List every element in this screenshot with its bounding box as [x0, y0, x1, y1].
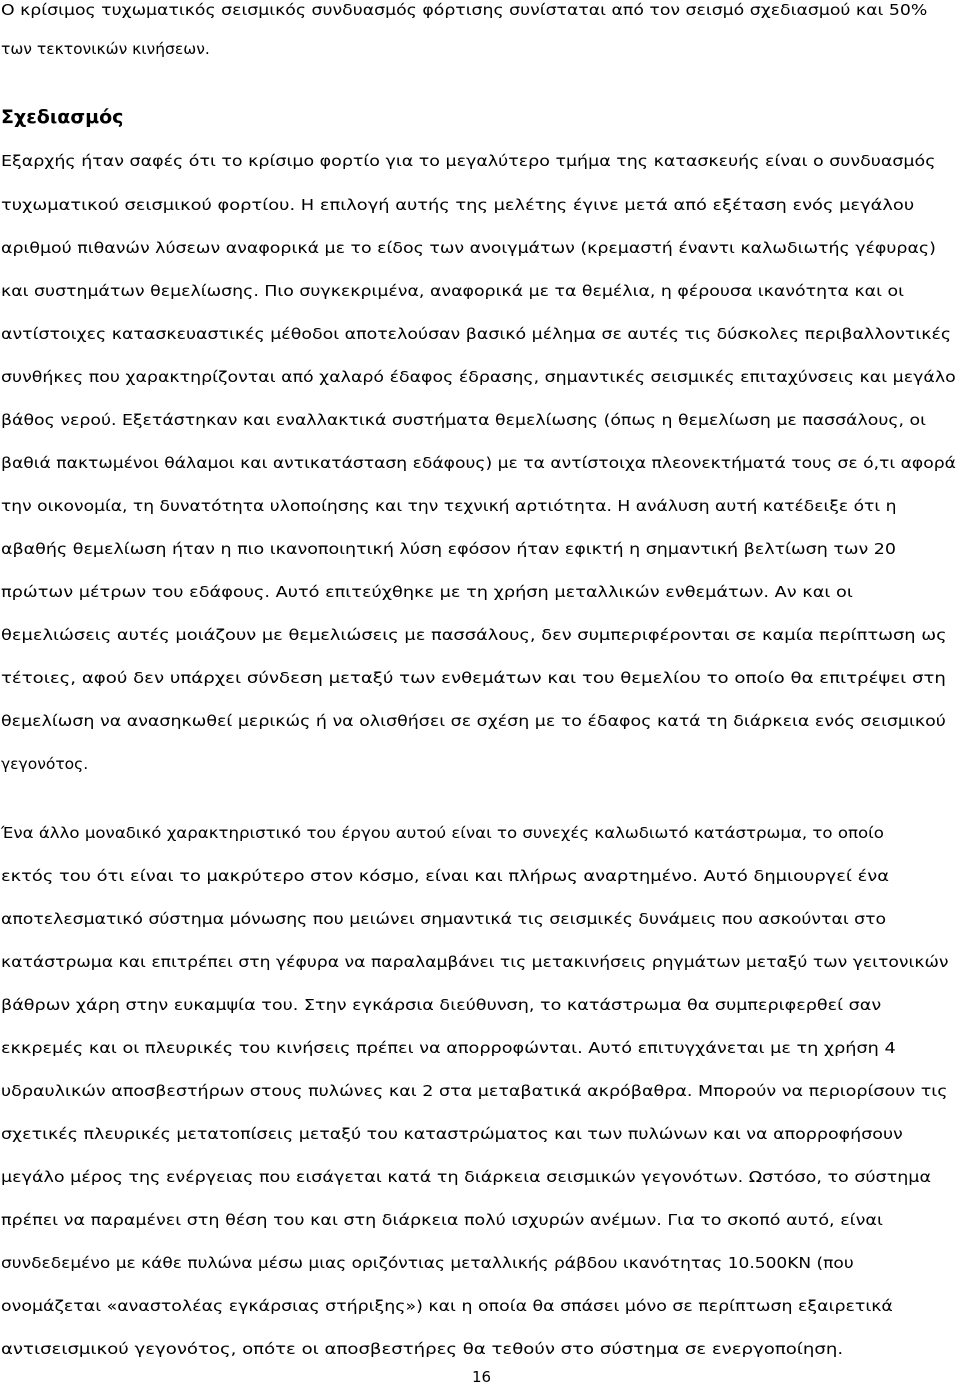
text-line: θεμελιώσεις αυτές μοιάζουν με θεμελιώσεις με πασσάλους, δεν συμπεριφέρονται σε καμία περίπτωση ως: [1, 626, 947, 644]
text-line: αντίστοιχες κατασκευαστικές μέθοδοι αποτελούσαν βασικό μέλημα σε αυτές τις δύσκολες περιβαλλοντικές: [1, 325, 952, 343]
text-line: αντισεισμικού γεγονότος, οπότε οι αποσβεστήρες θα τεθούν στο σύστημα σε ενεργοποίηση.: [1, 1340, 844, 1358]
text-line: Ένα άλλο μοναδικό χαρακτηριστικό του έργου αυτού είναι το συνεχές καλωδιωτό κατάστρωμα, το οποίο: [1, 824, 884, 842]
text-line: πρέπει να παραμένει στη θέση του και στη διάρκεια πολύ ισχυρών ανέμων. Για το σκοπό αυτό, είναι: [1, 1211, 883, 1229]
text-line: θεμελίωση να ανασηκωθεί μερικώς ή να ολισθήσει σε σχέση με το έδαφος κατά τη διάρκεια ενός σεισμικού: [1, 712, 946, 730]
text-line: των τεκτονικών κινήσεων.: [1, 40, 210, 58]
text-line: πρώτων μέτρων του εδάφους. Αυτό επιτεύχθηκε με τη χρήση μεταλλικών ενθεμάτων. Αν και οι: [1, 583, 853, 601]
page-number: 16: [472, 1368, 492, 1386]
text-line: συνδεδεμένο με κάθε πυλώνα μέσω μιας οριζόντιας μεταλλικής ράβδου ικανότητας 10.500KN (που: [1, 1254, 854, 1272]
text-line: και συστημάτων θεμελίωσης. Πιο συγκεκριμένα, αναφορικά με τα θεμέλια, η φέρουσα ικανότητα και οι: [1, 282, 904, 300]
section-heading: Σχεδιασμός: [1, 106, 124, 128]
text-line: Ο κρίσιμος τυχωματικός σεισμικός συνδυασμός φόρτισης συνίσταται από τον σεισμό σχεδιασμού και 50%: [1, 1, 928, 19]
text-line: υδραυλικών αποσβεστήρων στους πυλώνες και 2 στα μεταβατικά ακρόβαθρα. Μπορούν να περιορίσουν τις: [1, 1082, 948, 1100]
text-line: βαθιά πακτωμένοι θάλαμοι και αντικατάσταση εδάφους) με τα αντίστοιχα πλεονεκτήματά τους σε ό,τι αφορά: [1, 454, 956, 472]
text-line: εκτός του ότι είναι το μακρύτερο στον κόσμο, είναι και πλήρως αναρτημένο. Αυτό δημιουργεί ένα: [1, 867, 889, 885]
text-line: βάθρων χάρη στην ευκαμψία του. Στην εγκάρσια διεύθυνση, το κατάστρωμα θα συμπεριφερθεί σαν: [1, 996, 882, 1014]
text-line: εκκρεμές και οι πλευρικές του κινήσεις πρέπει να απορροφώνται. Αυτό επιτυγχάνεται με τη χρήση 4: [1, 1039, 896, 1057]
text-line: γεγονότος.: [1, 755, 89, 773]
text-line: Εξαρχής ήταν σαφές ότι το κρίσιμο φορτίο για το μεγαλύτερο τμήμα της κατασκευής είναι ο συνδυασμός: [1, 152, 936, 170]
text-line: τέτοιες, αφού δεν υπάρχει σύνδεση μεταξύ των ενθεμάτων και του θεμελίου το οποίο θα επιτρέψει στη: [1, 669, 946, 687]
text-line: μεγάλο μέρος της ενέργειας που εισάγεται κατά τη διάρκεια σεισμικών γεγονότων. Ωστόσο, το σύστημα: [1, 1168, 931, 1186]
text-line: κατάστρωμα και επιτρέπει στη γέφυρα να παραλαμβάνει τις μετακινήσεις ρηγμάτων μεταξύ των γειτονικών: [1, 953, 949, 971]
text-line: την οικονομία, τη δυνατότητα υλοποίησης και την τεχνική αρτιότητα. Η ανάλυση αυτή κατέδειξε ότι η: [1, 497, 897, 515]
text-line: αποτελεσματικό σύστημα μόνωσης που μειώνει σημαντικά τις σεισμικές δυνάμεις που ασκούνται στο: [1, 910, 887, 928]
text-line: αριθμού πιθανών λύσεων αναφορικά με το είδος των ανοιγμάτων (κρεμαστή έναντι καλωδιωτής γέφυρας): [1, 239, 936, 257]
text-line: αβαθής θεμελίωση ήταν η πιο ικανοποιητική λύση εφόσον ήταν εφικτή η σημαντική βελτίωση των 20: [1, 540, 897, 558]
text-line: ονομάζεται «αναστολέας εγκάρσιας στήριξης») και η οποία θα σπάσει μόνο σε περίπτωση εξαιρετικά: [1, 1297, 893, 1315]
text-line: συνθήκες που χαρακτηρίζονται από χαλαρό έδαφος έδρασης, σημαντικές σεισμικές επιταχύνσεις και μεγάλο: [1, 368, 956, 386]
text-line: σχετικές πλευρικές μετατοπίσεις μεταξύ του καταστρώματος και των πυλώνων και να απορροφήσουν: [1, 1125, 903, 1143]
text-line: τυχωματικού σεισμικού φορτίου. Η επιλογή αυτής της μελέτης έγινε μετά από εξέταση ενός μεγάλου: [1, 196, 915, 214]
text-line: βάθος νερού. Εξετάστηκαν και εναλλακτικά συστήματα θεμελίωσης (όπως η θεμελίωση με πασσάλους, οι: [1, 411, 926, 429]
